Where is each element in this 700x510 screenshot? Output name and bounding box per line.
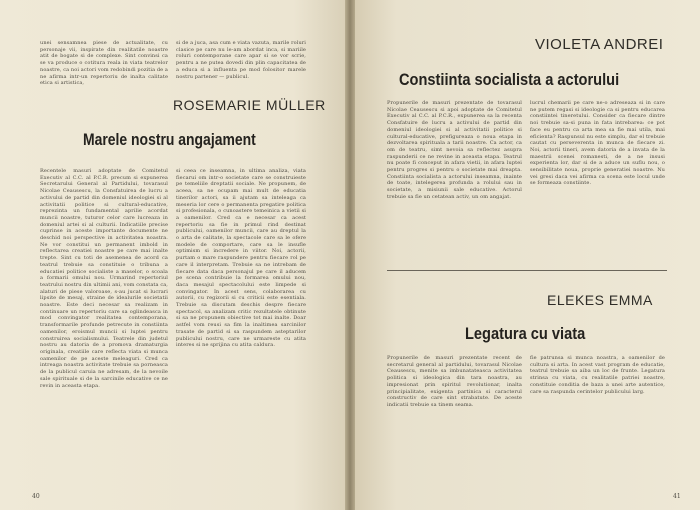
article1-col2: lucrul chemarii pe care ne-o adreseaza si in care ne putem regasi si ideologie ca si pentru educarea constiintei tineretului. Consider ca fiecare dintre noi trebuie sa-si puna in fata intrebarea: ce pot face eu pentru ca arta mea sa fie mai utila, mai eficienta? Raspunsul nu este simplu, dar el trebuie cautat cu perseverenta in munca de fiecare zi. Noi, actorii tineri, avem datoria de a invata de la maestrii scenei romanesti, de a ne insusi experienta lor, dar si de a aduce un suflu nou, o sensibilitate noua, proprie generatiei noastre. Nu vei gresi daca vei afirma ca scena este locul unde se formeaza constiinte. [530,100,665,187]
article2-col1: Propunerile de masuri prezentate recent de secretarul general al partidului, tovarasul Nicolae Ceausescu, menite sa imbunatateasca activitatea politica si ideologica din tara noastra, au impresionat prin spiritul revolutionar, inalta principialitate, exigenta partinica si caracterul constructiv de care sint strabatute. De aceste indicatii trebuie sa tinem seama. [387,355,522,408]
section-divider [387,270,667,271]
article-title-1: Constiinta socialista a actorului [399,70,620,89]
article-col1: Recentele masuri adoptate de Comitetul Executiv al C.C. al P.C.R. precum si expunerea Secretarului General al Partidului, tovarasul Nicolae Ceausescu, la Consfatuirea de lucru a activului de partid din domeniul ideologiei si al activitatii politice si cultural-educative, reprezinta un fundamental aprilie acordat muncii noastre, tuturor celor care lucreaza in domeniul artei si al culturii. Indicatiile precise cuprinse in aceste importante documente ne deschid noi perspective in activitatea noastra. Ne vor constitui un permanent imbold in reflectarea creatiei noastre pe care mai inalte trepte. Sint cu toti de asemenea de acord ca teatrul trebuie sa constituie o tribuna a educatiei politice socialiste a maselor, o scoala a formarii omului nou. Urmarind repertoriul teatrului nostru din ultimii ani, vom constata ca, alaturi de piese valoroase, s-au jucat si lucrari lipsite de mesaj, straine de idealurile societatii noastre. Este deci necesar sa realizam in continuare un repertoriu care sa oglindeasca in mod convingator realitatea contemporana, transformarile profunde petrecute in constiinta oamenilor, eroismul muncii si luptei pentru construirea socialismului. Teatrele din judetul nostru au datoria de a promova dramaturgia originala, creatiile care reflecta viata si munca oamenilor de pe aceste meleaguri. Cred ca intreaga noastra activitate trebuie sa porneasca de la publicul caruia ne adresam, de la nevoile sale spirituale si de la sarcinile educative ce ne revin in aceasta etapa. [40,168,168,389]
article1-col1: Propunerile de masuri prezentate de tovarasul Nicolae Ceausescu si apoi adoptate de Comitetul Executiv al C.C. al P.C.R., expunerea sa la recenta Consfatuire de lucru a activului de partid din domeniul ideologiei si al activitatii politice si cultural-educative, prefigureaza o noua etapa in dezvoltarea spirituala a tarii noastre. Ca actor, ca om de teatru, simt nevoia sa reflectez asupra raspunderii ce ne revine in aceasta etapa. Teatrul nu poate fi conceput in afara vietii, in afara luptei pentru progres si pentru o societate mai dreapta. Constiinta socialista a actorului inseamna, inainte de toate, intelegerea profunda a rolului sau in societate, a misiunii sale educative. Actorul trebuie sa fie un cetatean activ, un om angajat. [387,100,522,200]
continued-text-col1: unei sensamnea piese de actualitate, cu personaje vii, inspirate din realitatile noastre atit de bogate si de complexe. Sint convinsi ca se va produce o cotitura reala in viata teatrelor noastre, ca noi actori vom redobindi pozitia de a ne afirma intr-un repertoriu de inalta calitate etica si artistica, [40,40,168,87]
right-page [355,0,700,510]
article-title-2: Legatura cu viata [465,324,586,343]
page-number: 40 [32,493,40,500]
continued-text-col2: si de a juca, asa cum e viata vazuta, marile roluri clasice pe care nu le-am abordat inca, si mariile roluri contemporane care apar si se vor scrie, pentru a ne putea dovedi din plin capacitatea de a educa si a influenta pe mod folositor marele nostru partener — publicul. [176,40,306,80]
author-name: ROSEMARIE MÜLLER [173,97,326,113]
left-page [0,0,345,510]
binding-gutter [345,0,355,510]
author-name-2: ELEKES EMMA [547,292,653,308]
article-title: Marele nostru angajament [83,130,256,149]
article2-col2: fie patrunsa si munca noastra, a oamenilor de cultura si arta. In acest vast program de educatie, teatrul trebuie sa aiba un loc de frunte. Legatura strinsa cu viata, cu realitatile patriei noastre, constituie conditia de baza a unei arte autentice, care sa raspunda cerintelor publicului larg. [530,355,665,395]
author-name-1: VIOLETA ANDREI [535,36,664,53]
article-col2: si ceea ce inseamna, in ultima analiza, viata fiecarui om intr-o societate care se construieste pe temeliile dreptatii sociale. Ne propunem, de aceea, sa ne ocupam mai mult de educatia tinerilor actori, sa ii ajutam sa inteleaga ca meseria lor cere o permanenta pregatire politica si profesionala, o cunoastere temeinica a vietii si a oamenilor. Cred ca e necesar ca acest repertoriu sa fie in primul rind destinat publicului, oamenilor muncii, care au dreptul la o arta de calitate, la spectacole care sa le ofere modele de comportare, care sa le insufle optimism si incredere in viitor. Noi, actorii, purtam o mare raspundere pentru fiecare rol pe care il interpretam. Trebuie sa ne intrebam de fiecare data daca personajul pe care il aducem pe scena contribuie la formarea omului nou, daca mesajul spectacolului este limpede si convingator. In acest sens, colaborarea cu autorii, cu regizorii si cu criticii este esentiala. Trebuie sa discutam deschis despre fiecare spectacol, sa analizam critic rezultatele obtinute si sa ne propunem obiective tot mai inalte. Doar astfel vom reusi sa fim la inaltimea sarcinilor trasate de partid si sa raspundem asteptarilor publicului nostru, care ne urmareste cu atita interes si ne sprijina cu atita caldura. [176,168,306,349]
page-number: 41 [673,493,681,500]
